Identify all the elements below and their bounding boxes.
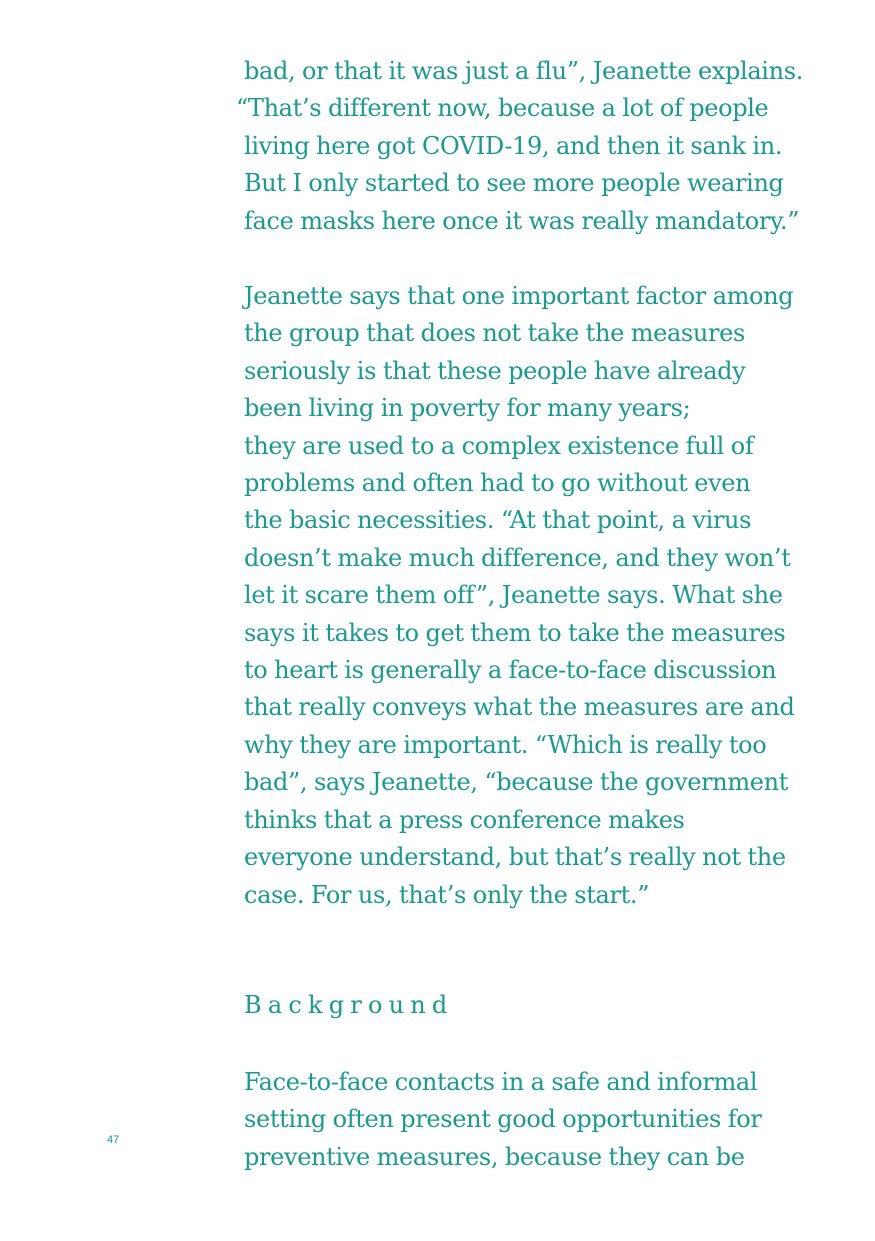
paragraph-line: setting often present good opportunities for bbox=[244, 1105, 762, 1134]
paragraph-line: “That’s different now, because a lot of people bbox=[236, 94, 769, 123]
body-paragraph-3 bbox=[244, 1064, 804, 1176]
body-paragraph-2 bbox=[244, 278, 804, 914]
page-number: 47 bbox=[107, 1134, 120, 1146]
paragraph-line: Jeanette says that one important factor among bbox=[244, 282, 794, 310]
paragraph-line: preventive measures, because they can be bbox=[244, 1142, 745, 1171]
paragraph-line: bad”, says Jeanette, “because the government bbox=[244, 768, 789, 797]
paragraph-line: But I only started to see more people wearing bbox=[244, 169, 784, 198]
paragraph-line: been living in poverty for many years; bbox=[244, 394, 691, 423]
paragraph-line: doesn’t make much difference, and they won’t bbox=[244, 543, 791, 572]
paragraph-line: face masks here once it was really mandatory.” bbox=[244, 206, 800, 235]
body-paragraph-1 bbox=[236, 53, 804, 240]
paragraph-line: that really conveys what the measures are and bbox=[244, 693, 795, 722]
paragraph-line: case. For us, that’s only the start.” bbox=[244, 880, 650, 909]
paragraph-line: to heart is generally a face-to-face discussion bbox=[244, 656, 777, 685]
paragraph-line: the group that does not take the measures bbox=[244, 319, 745, 348]
paragraph-line: why they are important. “Which is really too bbox=[244, 730, 767, 759]
paragraph-line: the basic necessities. “At that point, a virus bbox=[244, 506, 752, 535]
paragraph-line: living here got COVID-19, and then it sank in. bbox=[244, 131, 783, 160]
paragraph-line: problems and often had to go without even bbox=[244, 469, 751, 498]
paragraph-line: Face-to-face contacts in a safe and informal bbox=[244, 1068, 758, 1096]
paragraph-line: everyone understand, but that’s really not the bbox=[244, 843, 786, 872]
paragraph-line: bad, or that it was just a flu”, Jeanette explains. bbox=[244, 57, 803, 85]
paragraph-line: seriously is that these people have already bbox=[244, 356, 746, 385]
paragraph-line: they are used to a complex existence full of bbox=[244, 431, 754, 460]
section-heading: Background bbox=[244, 991, 454, 1019]
paragraph-line: let it scare them off”, Jeanette says. What she bbox=[244, 581, 783, 610]
paragraph-line: says it takes to get them to take the measures bbox=[244, 618, 786, 647]
paragraph-line: thinks that a press conference makes bbox=[244, 805, 685, 834]
